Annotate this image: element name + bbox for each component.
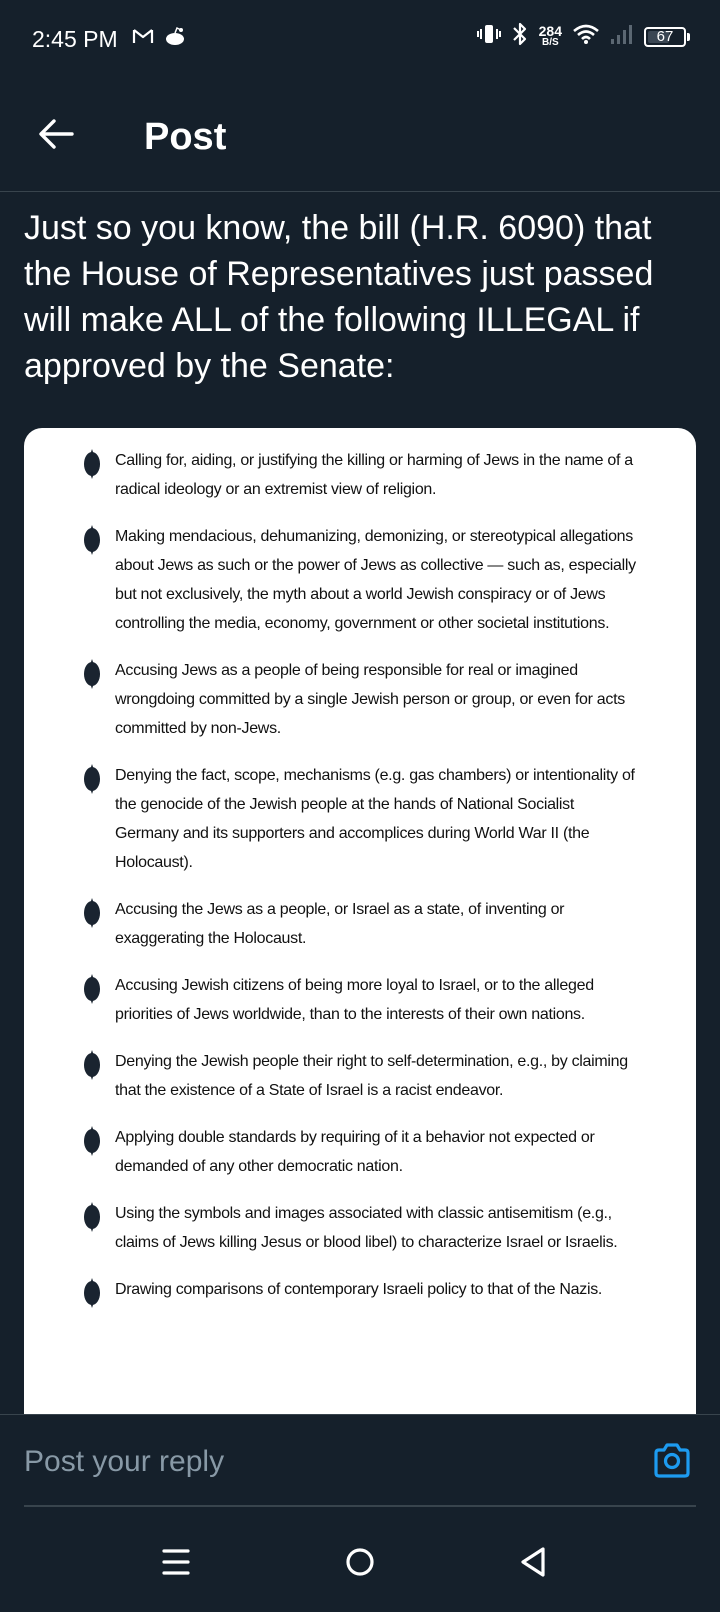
vibrate-icon [477, 23, 501, 50]
triangle-back-icon [519, 1546, 549, 1583]
network-speed-unit: B/S [541, 36, 559, 48]
back-button[interactable] [30, 110, 82, 162]
status-bar [0, 0, 720, 80]
list-item-text: Accusing Jewish citizens of being more loyal to Israel, or to the alleged priorities of Jews worldwide, than to the interests of their own nations. [115, 977, 594, 1023]
post-text: Just so you know, the bill (H.R. 6090) that the House of Representatives just passed will make ALL of the following ILLEGAL if approved by the Senate: [24, 209, 654, 385]
recents-button[interactable] [154, 1542, 198, 1586]
post-image[interactable] [24, 428, 696, 1423]
reddit-icon [164, 26, 186, 51]
bullet-icon [84, 452, 100, 476]
bullet-icon [84, 1129, 100, 1153]
list-item [88, 1047, 636, 1105]
battery-tip [687, 33, 690, 41]
list-item [88, 971, 636, 1029]
system-nav-bar [0, 1510, 720, 1612]
list-item [88, 1199, 636, 1257]
list-item [88, 761, 636, 877]
list-item-text: Drawing comparisons of contemporary Israeli policy to that of the Nazis. [115, 1281, 603, 1298]
reply-bar [0, 1414, 720, 1508]
list-item [88, 656, 636, 743]
notification-icons [132, 26, 186, 51]
signal-icon [610, 23, 634, 50]
list-item [88, 522, 636, 638]
bullet-icon [84, 528, 100, 552]
bullet-icon [84, 1281, 100, 1305]
bluetooth-icon [511, 22, 529, 51]
bullet-icon [84, 767, 100, 791]
camera-icon [650, 1470, 694, 1487]
network-speed-value: 284 [538, 22, 562, 39]
reply-divider [24, 1505, 696, 1507]
list-item-text: Calling for, aiding, or justifying the killing or harming of Jews in the name of a radical ideology or an extremist view of religion. [115, 452, 633, 498]
image-bullet-list [24, 428, 696, 1304]
bullet-icon [84, 901, 100, 925]
status-right-icons [477, 22, 690, 51]
page-title: Post [144, 116, 227, 158]
circle-home-icon [344, 1546, 376, 1583]
list-item [88, 1123, 636, 1181]
menu-lines-icon [161, 1547, 191, 1582]
list-item-text: Applying double standards by requiring of it a behavior not expected or demanded of any other democratic nation. [115, 1129, 595, 1175]
list-item [88, 895, 636, 953]
list-item-text: Accusing the Jews as a people, or Israel as a state, of inventing or exaggerating the Holocaust. [115, 901, 565, 947]
post-header [0, 80, 720, 192]
home-button[interactable] [338, 1542, 382, 1586]
bullet-icon [84, 977, 100, 1001]
reply-input[interactable]: Post your reply [24, 1445, 225, 1478]
nav-back-button[interactable] [512, 1542, 556, 1586]
gmail-icon [132, 27, 154, 50]
list-item-text: Making mendacious, dehumanizing, demonizing, or stereotypical allegations about Jews as such or the power of Jews as collective — such as, especially but not exclusively, the myth about a world Jewish conspiracy or of Jews controlling the media, economy, government or other societal institutions. [115, 528, 636, 632]
list-item-text: Denying the fact, scope, mechanisms (e.g. gas chambers) or intentionality of the genocide of the Jewish people at the hands of National Socialist Germany and its supporters and accomplices during World War II (the Holocaust). [115, 767, 635, 871]
list-item [88, 1275, 636, 1304]
list-item-text: Using the symbols and images associated with classic antisemitism (e.g., claims of Jews killing Jesus or blood libel) to characterize Israel or Israelis. [115, 1205, 618, 1251]
battery-indicator [644, 27, 690, 47]
network-speed [538, 22, 562, 49]
bullet-icon [84, 1205, 100, 1229]
arrow-left-icon [38, 118, 74, 155]
status-time: 2:45 PM [32, 26, 118, 52]
list-item [88, 446, 636, 504]
bullet-icon [84, 662, 100, 686]
wifi-icon [572, 23, 600, 50]
battery-level: 67 [656, 28, 674, 45]
battery-icon [644, 27, 686, 47]
camera-button[interactable] [650, 1439, 694, 1483]
bullet-icon [84, 1053, 100, 1077]
list-item-text: Denying the Jewish people their right to self-determination, e.g., by claiming that the existence of a State of Israel is a racist endeavor. [115, 1053, 628, 1099]
list-item-text: Accusing Jews as a people of being responsible for real or imagined wrongdoing committed by a single Jewish person or group, or even for acts committed by non-Jews. [115, 662, 625, 737]
